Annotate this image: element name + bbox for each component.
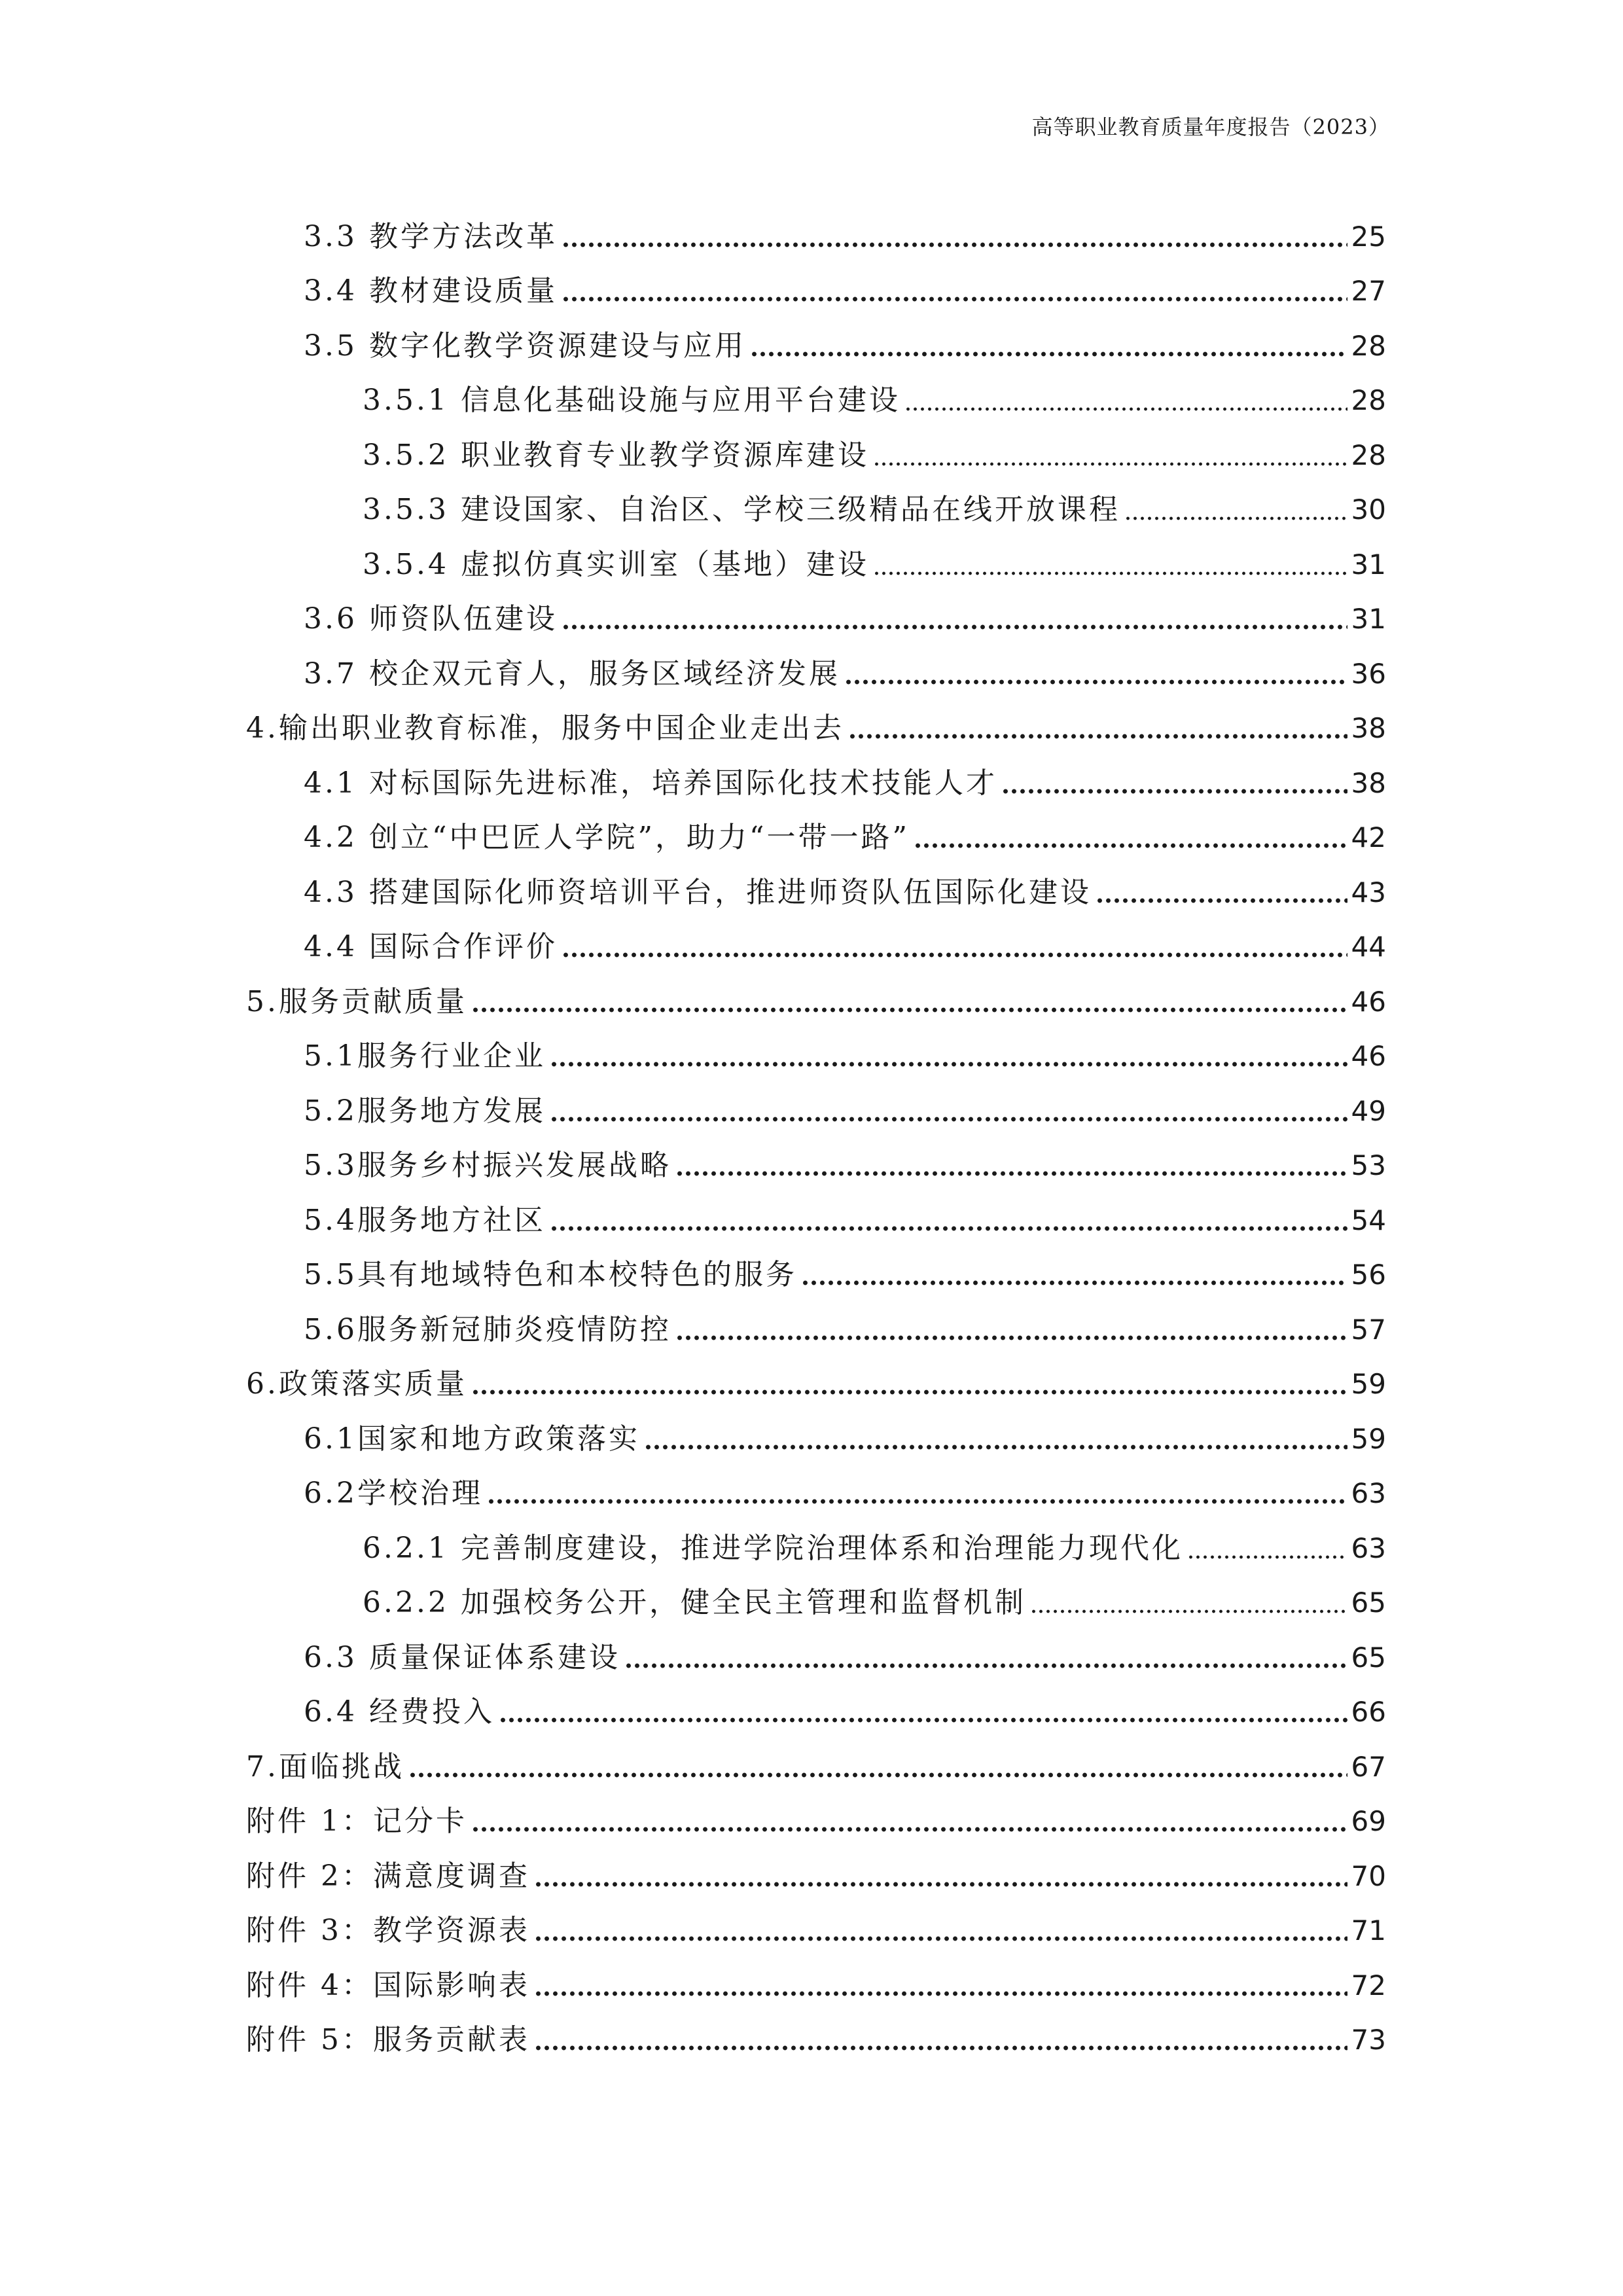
toc-entry-title: 3.5.3 建设国家、自治区、学校三级精品在线开放课程 [363,493,1120,526]
toc-entry[interactable] [246,1789,1386,1844]
toc-dot-leader [624,1663,1347,1668]
toc-entry-page-number: 67 [1351,1750,1386,1783]
toc-entry[interactable] [246,641,1386,696]
toc-entry-title: 5.1服务行业企业 [304,1039,546,1073]
toc-dot-leader [471,1827,1347,1832]
toc-entry-title: 5.6服务新冠肺炎疫情防控 [304,1312,671,1346]
toc-entry-page-number: 66 [1351,1696,1386,1728]
toc-entry-page-number: 54 [1351,1204,1386,1236]
toc-entry-title: 5.服务贡献质量 [246,984,467,1018]
toc-entry[interactable] [246,1953,1386,2008]
toc-entry-page-number: 43 [1351,876,1386,908]
toc-entry[interactable] [246,1079,1386,1134]
toc-entry[interactable] [246,1134,1386,1189]
toc-entry-title: 5.5具有地域特色和本校特色的服务 [304,1258,797,1291]
toc-entry[interactable] [246,1243,1386,1298]
toc-entry-title: 3.5 数字化教学资源建设与应用 [304,329,746,363]
toc-entry[interactable] [246,478,1386,533]
toc-entry-page-number: 30 [1351,493,1386,526]
toc-dot-leader [1187,1555,1347,1559]
toc-dot-leader [550,1062,1347,1067]
toc-entry-page-number: 59 [1351,1422,1386,1455]
toc-entry-page-number: 63 [1351,1477,1386,1509]
toc-dot-leader [904,407,1347,411]
toc-entry-page-number: 56 [1351,1259,1386,1291]
toc-entry[interactable] [246,532,1386,587]
toc-entry[interactable] [246,1297,1386,1352]
toc-entry-page-number: 65 [1351,1587,1386,1619]
toc-entry[interactable] [246,1625,1386,1680]
toc-entry-title: 4.3 搭建国际化师资培训平台，推进师资队伍国际化建设 [304,875,1092,909]
toc-entry-page-number: 71 [1351,1914,1386,1946]
toc-entry-page-number: 38 [1351,712,1386,744]
toc-entry[interactable] [246,1844,1386,1899]
toc-entry[interactable] [246,1407,1386,1462]
toc-entry-page-number: 57 [1351,1313,1386,1346]
toc-entry-page-number: 44 [1351,931,1386,963]
toc-dot-leader [848,734,1347,739]
page-header-title: 高等职业教育质量年度报告（2023） [1031,115,1390,139]
toc-entry-title: 4.4 国际合作评价 [304,930,558,963]
toc-entry[interactable] [246,1188,1386,1243]
toc-dot-leader [873,462,1347,466]
toc-entry[interactable] [246,806,1386,861]
toc-dot-leader [562,952,1347,958]
toc-entry-page-number: 46 [1351,1040,1386,1072]
toc-dot-leader [562,242,1347,247]
toc-entry-page-number: 31 [1351,548,1386,581]
toc-entry-title: 3.6 师资队伍建设 [304,602,558,636]
toc-dot-leader [750,351,1347,357]
toc-entry-page-number: 27 [1351,275,1386,307]
toc-entry[interactable] [246,696,1386,751]
toc-entry-title: 3.5.2 职业教育专业教学资源库建设 [363,438,869,472]
toc-entry[interactable] [246,969,1386,1024]
toc-entry-title: 5.2服务地方发展 [304,1094,546,1128]
toc-dot-leader [534,1991,1347,1996]
toc-entry-title: 3.4 教材建设质量 [304,274,558,308]
toc-entry-page-number: 70 [1351,1859,1386,1892]
toc-entry[interactable] [246,751,1386,806]
toc-entry-title: 4.输出职业教育标准，服务中国企业走出去 [246,711,844,745]
toc-dot-leader [644,1444,1347,1450]
toc-entry-page-number: 28 [1351,439,1386,471]
toc-entry-page-number: 53 [1351,1149,1386,1181]
toc-entry-title: 7.面临挑战 [246,1749,404,1784]
toc-entry-title: 3.5.1 信息化基础设施与应用平台建设 [363,384,901,417]
toc-entry-page-number: 69 [1351,1805,1386,1837]
toc-dot-leader [844,679,1347,685]
toc-entry-page-number: 28 [1351,329,1386,362]
toc-entry[interactable] [246,423,1386,478]
toc-dot-leader [873,571,1347,575]
toc-entry[interactable] [246,1734,1386,1789]
toc-entry-title: 3.5.4 虚拟仿真实训室（基地）建设 [363,547,869,581]
toc-dot-leader [499,1717,1347,1723]
toc-entry[interactable] [246,368,1386,423]
toc-dot-leader [534,1882,1347,1887]
toc-entry[interactable] [246,1352,1386,1407]
toc-entry[interactable] [246,1571,1386,1626]
toc-entry-title: 附件 4：国际影响表 [246,1968,530,2002]
toc-entry-title: 5.4服务地方社区 [304,1203,546,1237]
toc-entry[interactable] [246,1899,1386,1954]
toc-entry[interactable] [246,204,1386,259]
toc-entry-page-number: 36 [1351,657,1386,690]
toc-dot-leader [408,1772,1347,1778]
toc-entry-title: 3.7 校企双元育人，服务区域经济发展 [304,656,840,691]
toc-entry[interactable] [246,259,1386,314]
toc-entry-title: 附件 3：教学资源表 [246,1914,530,1947]
toc-entry[interactable] [246,587,1386,642]
toc-entry-page-number: 65 [1351,1641,1386,1674]
toc-entry-page-number: 31 [1351,603,1386,635]
toc-entry[interactable] [246,314,1386,368]
toc-entry[interactable] [246,860,1386,915]
toc-dot-leader [801,1280,1347,1285]
toc-entry-title: 5.3服务乡村振兴发展战略 [304,1149,671,1182]
toc-entry-page-number: 49 [1351,1094,1386,1127]
toc-entry-title: 附件 2：满意度调查 [246,1859,530,1893]
toc-entry-page-number: 25 [1351,220,1386,253]
toc-dot-leader [562,624,1347,630]
toc-dot-leader [1124,516,1347,520]
toc-entry[interactable] [246,1462,1386,1516]
toc-entry[interactable] [246,1024,1386,1079]
toc-entry-title: 6.政策落实质量 [246,1367,467,1401]
toc-entry-page-number: 46 [1351,985,1386,1018]
toc-entry[interactable] [246,915,1386,970]
toc-entry-title: 6.2.1 完善制度建设，推进学院治理体系和治理能力现代化 [363,1531,1183,1565]
toc-dot-leader [471,1007,1347,1013]
toc-entry-title: 4.2 创立“中巴匠人学院”，助力“一带一路” [304,821,910,854]
toc-entry-title: 6.2学校治理 [304,1477,483,1510]
toc-entry-page-number: 63 [1351,1532,1386,1564]
toc-entry-title: 附件 1：记分卡 [246,1804,467,1838]
toc-dot-leader [1001,789,1347,794]
toc-dot-leader [675,1335,1347,1340]
toc-dot-leader [534,1936,1347,1941]
toc-entry-title: 6.3 质量保证体系建设 [304,1640,620,1674]
toc-entry-page-number: 73 [1351,2024,1386,2056]
table-of-contents [246,204,1386,2062]
toc-dot-leader [562,296,1347,302]
toc-dot-leader [550,1226,1347,1231]
toc-dot-leader [1030,1609,1347,1613]
toc-entry-page-number: 42 [1351,821,1386,853]
toc-entry-page-number: 38 [1351,766,1386,799]
toc-entry-title: 6.1国家和地方政策落实 [304,1422,640,1456]
toc-entry-page-number: 72 [1351,1969,1386,2001]
toc-dot-leader [550,1117,1347,1122]
toc-entry-title: 6.2.2 加强校务公开，健全民主管理和监督机制 [363,1586,1026,1619]
toc-entry-title: 6.4 经费投入 [304,1695,495,1729]
toc-entry[interactable] [246,1680,1386,1735]
toc-dot-leader [534,2045,1347,2051]
toc-dot-leader [914,843,1347,848]
toc-dot-leader [675,1171,1347,1176]
toc-entry-title: 4.1 对标国际先进标准，培养国际化技术技能人才 [304,766,997,800]
toc-dot-leader [1096,898,1347,903]
toc-entry[interactable] [246,1516,1386,1571]
toc-dot-leader [487,1499,1347,1504]
toc-dot-leader [471,1390,1347,1395]
toc-entry-title: 附件 5：服务贡献表 [246,2023,530,2056]
toc-entry-page-number: 59 [1351,1368,1386,1400]
toc-entry-page-number: 28 [1351,384,1386,416]
toc-entry[interactable] [246,2008,1386,2063]
toc-entry-title: 3.3 教学方法改革 [304,219,558,253]
